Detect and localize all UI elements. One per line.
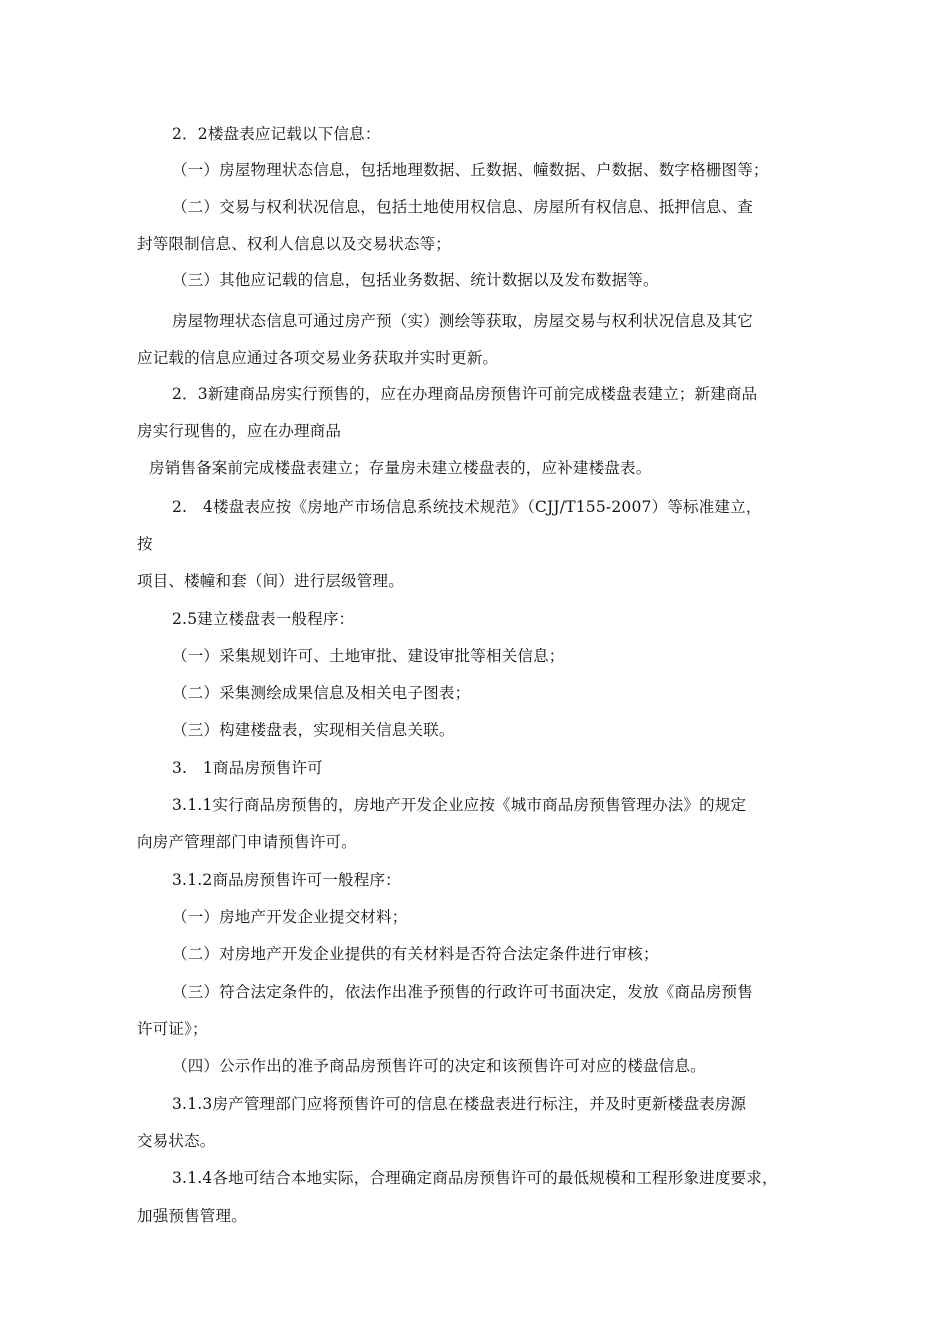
paragraph-line: 房销售备案前完成楼盘表建立；存量房未建立楼盘表的，应补建楼盘表。 bbox=[149, 459, 652, 477]
paragraph-line: 3.1.2商品房预售许可一般程序： bbox=[172, 871, 401, 889]
paragraph-line: 2. 4楼盘表应按《房地产市场信息系统技术规范》（CJJ/T155-2007）等标准建立， bbox=[172, 498, 762, 516]
paragraph-line: 房实行现售的，应在办理商品 bbox=[137, 422, 342, 440]
paragraph-line: 2.5建立楼盘表一般程序： bbox=[172, 610, 355, 628]
paragraph-line: （二）对房地产开发企业提供的有关材料是否符合法定条件进行审核； bbox=[172, 945, 659, 963]
paragraph-line: （三）构建楼盘表，实现相关信息关联。 bbox=[172, 721, 455, 739]
paragraph-line: （一）采集规划许可、土地审批、建设审批等相关信息； bbox=[172, 647, 565, 665]
paragraph-line: 房屋物理状态信息可通过房产预（实）测绘等获取，房屋交易与权利状况信息及其它 bbox=[172, 312, 753, 330]
paragraph-line: 3. 1商品房预售许可 bbox=[172, 759, 323, 777]
paragraph-line: 许可证》； bbox=[137, 1020, 208, 1038]
paragraph-line: 3.1.1实行商品房预售的，房地产开发企业应按《城市商品房预售管理办法》的规定 bbox=[172, 796, 747, 814]
paragraph-line: （三）符合法定条件的，依法作出准予预售的行政许可书面决定，发放《商品房预售 bbox=[172, 983, 753, 1001]
paragraph-line: 2．3新建商品房实行预售的，应在办理商品房预售许可前完成楼盘表建立；新建商品 bbox=[172, 385, 758, 403]
paragraph-line: 加强预售管理。 bbox=[137, 1207, 247, 1225]
paragraph-line: （二）采集测绘成果信息及相关电子图表； bbox=[172, 684, 471, 702]
paragraph-line: 向房产管理部门申请预售许可。 bbox=[137, 833, 357, 851]
paragraph-line: （一）房屋物理状态信息，包括地理数据、丘数据、幢数据、户数据、数字格栅图等； bbox=[172, 161, 769, 179]
paragraph-line: （二）交易与权利状况信息，包括土地使用权信息、房屋所有权信息、抵押信息、查 bbox=[172, 198, 753, 216]
paragraph-line: 项目、楼幢和套（间）进行层级管理。 bbox=[137, 572, 404, 590]
paragraph-line: 3.1.3房产管理部门应将预售许可的信息在楼盘表进行标注，并及时更新楼盘表房源 bbox=[172, 1095, 747, 1113]
paragraph-line: 2．2楼盘表应记载以下信息： bbox=[172, 125, 381, 143]
paragraph-line: 封等限制信息、权利人信息以及交易状态等； bbox=[137, 235, 452, 253]
paragraph-line: 交易状态。 bbox=[137, 1132, 216, 1150]
paragraph-line: （四）公示作出的准予商品房预售许可的决定和该预售许可对应的楼盘信息。 bbox=[172, 1057, 706, 1075]
paragraph-line: （三）其他应记载的信息，包括业务数据、统计数据以及发布数据等。 bbox=[172, 271, 659, 289]
paragraph-line: 应记载的信息应通过各项交易业务获取并实时更新。 bbox=[137, 349, 499, 367]
paragraph-line: （一）房地产开发企业提交材料； bbox=[172, 908, 408, 926]
paragraph-line: 按 bbox=[137, 535, 153, 553]
paragraph-line: 3.1.4各地可结合本地实际，合理确定商品房预售许可的最低规模和工程形象进度要求， bbox=[172, 1169, 778, 1187]
